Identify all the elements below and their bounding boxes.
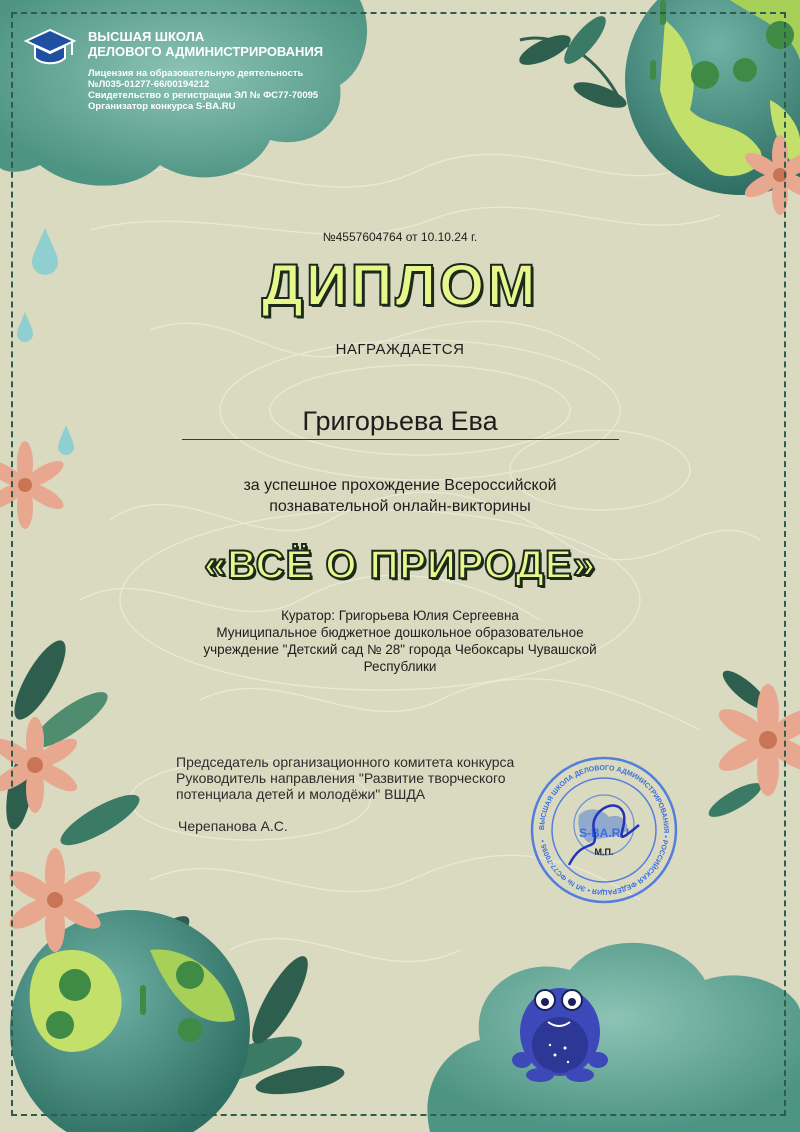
organization-name-line2: ДЕЛОВОГО АДМИНИСТРИРОВАНИЯ [88, 44, 324, 59]
graduation-cap-icon [22, 25, 78, 71]
curator-line: Республики [363, 659, 437, 674]
stamp-ring-text: ВЫСШАЯ ШКОЛА ДЕЛОВОГО АДМИНИСТРИРОВАНИЯ • РОССИЙСКАЯ ФЕДЕРАЦИЯ • ЭЛ № ФС77-70095 • [538, 764, 670, 896]
stamp-center-text: S-BA.RU [579, 826, 629, 840]
chairman-line: Председатель организационного комитета конкурса [176, 754, 515, 770]
curator-line: Муниципальное бюджетное дошкольное образовательное [216, 625, 584, 640]
license-line: №Л035-01277-66/00194212 [88, 79, 210, 90]
official-stamp [529, 755, 679, 905]
chairman-line: Руководитель направления "Развитие творческого [176, 770, 506, 786]
curator-line: учреждение "Детский сад № 28" города Чебоксары Чувашской [203, 642, 597, 657]
stamp-mp-label: М.П. [594, 847, 614, 857]
chairman-title [176, 754, 514, 802]
license-info [88, 68, 378, 112]
chairman-line: потенциала детей и молодёжи" ВШДА [176, 786, 426, 802]
recipient-name: Григорьева Ева [302, 406, 498, 436]
curator-line: Куратор: Григорьева Юлия Сергеевна [281, 608, 519, 623]
signer-name: Черепанова А.С. [178, 818, 288, 834]
license-line: Лицензия на образовательную деятельность [88, 68, 304, 79]
reason-line: познавательной онлайн-викторины [269, 498, 531, 515]
diploma-title: ДИПЛОМ [261, 253, 539, 318]
license-line: Свидетельство о регистрации ЭЛ № ФС77-70095 [88, 90, 319, 101]
quiz-name: «ВСЁ О ПРИРОДЕ» [204, 543, 596, 587]
awarded-label: НАГРАЖДАЕТСЯ [335, 341, 465, 358]
recipient-underline [182, 439, 619, 440]
reason-line: за успешное прохождение Всероссийской [243, 477, 557, 494]
award-reason [0, 475, 800, 517]
organization-name [88, 29, 348, 59]
license-line: Организатор конкурса S-BA.RU [88, 101, 236, 112]
diploma-number: №4557604764 от 10.10.24 г. [322, 230, 478, 244]
organization-name-line1: ВЫСШАЯ ШКОЛА [88, 29, 205, 44]
curator-info [0, 607, 800, 675]
